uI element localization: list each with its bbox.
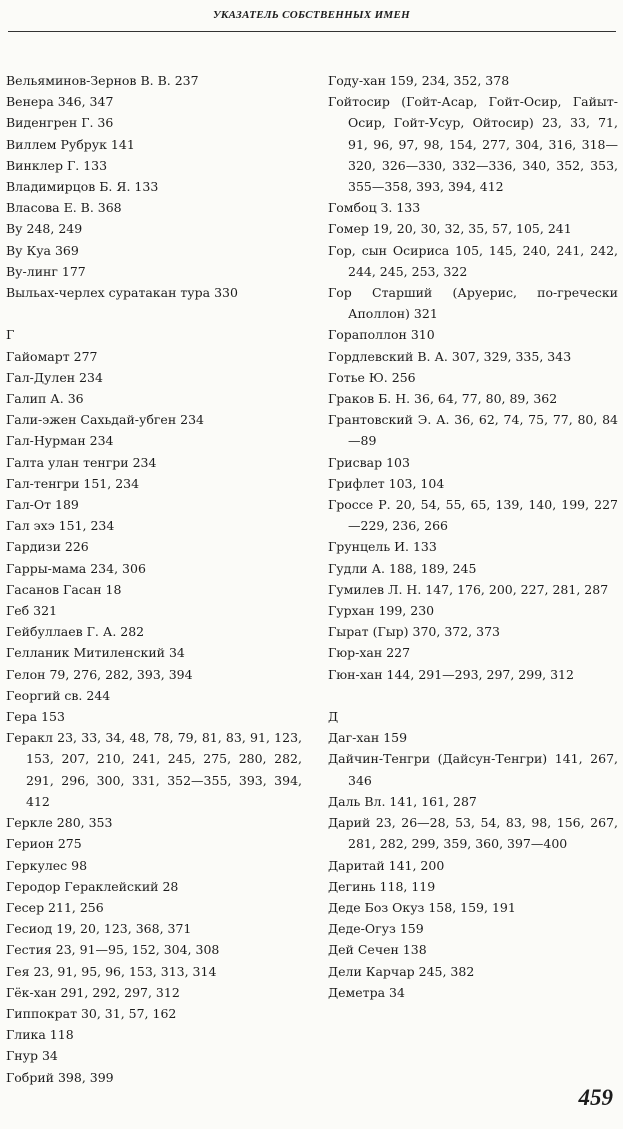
index-column-left	[6, 70, 302, 1088]
index-entry: Глика 118	[6, 1027, 74, 1043]
index-entry: Гал-Дулен 234	[6, 369, 103, 385]
index-entry: Грифлет 103, 104	[328, 475, 445, 491]
index-entry: Году-хан 159, 234, 352, 378	[328, 73, 510, 88]
index-entry: Геркулес 98	[6, 857, 88, 873]
index-entry: Виденгрен Г. 36	[6, 115, 114, 131]
index-entry: Ву Куа 369	[6, 242, 79, 258]
index-entry: Дей Сечен 138	[328, 942, 427, 958]
index-entry: Готье Ю. 256	[328, 369, 416, 385]
index-entry: Гасанов Гасан 18	[6, 581, 122, 597]
index-entry: Власова Е. В. 368	[6, 200, 122, 216]
index-entry: Гумилев Л. Н. 147, 176, 200, 227, 281, 287	[328, 581, 609, 597]
index-entry: Даг-хан 159	[328, 730, 408, 746]
index-entry: Гобрий 398, 399	[6, 1069, 114, 1085]
index-entry: Гёк-хан 291, 292, 297, 312	[6, 984, 180, 1000]
index-entry: Галта улан тенгри 234	[6, 454, 157, 470]
index-entry: Геродор Гераклейский 28	[6, 878, 179, 894]
index-entry: Гиппократ 30, 31, 57, 162	[6, 1005, 177, 1021]
index-entry: Деде-Огуз 159	[328, 921, 424, 937]
index-entry: Гомер 19, 20, 30, 32, 35, 57, 105, 241	[328, 221, 572, 237]
index-entry: Гайомарт 277	[6, 348, 98, 364]
index-entry: Гесер 211, 256	[6, 899, 104, 915]
index-entry: Владимирцов Б. Я. 133	[6, 179, 159, 195]
index-entry: Гардизи 226	[6, 539, 89, 555]
index-entry: Гюн-хан 144, 291—293, 297, 299, 312	[328, 666, 574, 682]
index-entry: Гудли А. 188, 189, 245	[328, 560, 477, 576]
index-entry: Геб 321	[6, 603, 58, 619]
index-entry: Гнур 34	[6, 1048, 58, 1064]
index-entry: Даль Вл. 141, 161, 287	[328, 793, 477, 809]
index-entry: Граков Б. Н. 36, 64, 77, 80, 89, 362	[328, 391, 558, 407]
index-entry: Дайчин-Тенгри (Дайсун-Тенгри) 141, 267, 346	[328, 751, 618, 788]
index-entry: Гал-От 189	[6, 497, 79, 513]
index-entry: Герион 275	[6, 836, 82, 852]
index-entry: Венера 346, 347	[6, 94, 114, 110]
index-entry: Гейбуллаев Г. А. 282	[6, 624, 145, 640]
index-entry: Гор Старший (Аруерис, по-гречески Аполлон) 321	[328, 285, 618, 322]
index-entry: Гал-Нурман 234	[6, 433, 114, 449]
index-entry: Гестия 23, 91—95, 152, 304, 308	[6, 942, 220, 958]
index-entry: Грунцель И. 133	[328, 539, 437, 555]
index-entry: Галип А. 36	[6, 391, 84, 407]
index-entry: Ву 248, 249	[6, 221, 83, 237]
index-entry: Гелон 79, 276, 282, 393, 394	[6, 666, 193, 682]
index-entry: Ву-линг 177	[6, 263, 86, 279]
index-entry: Геркле 280, 353	[6, 815, 113, 831]
index-entry: Винклер Г. 133	[6, 157, 108, 173]
index-entry: Гордлевский В. А. 307, 329, 335, 343	[328, 348, 572, 364]
index-entry: Гырат (Гыр) 370, 372, 373	[328, 624, 500, 640]
index-column-right	[328, 70, 618, 1003]
index-entry: Грисвар 103	[328, 454, 410, 470]
index-entry: Гюр-хан 227	[328, 645, 411, 661]
index-entry: Деметра 34	[328, 984, 405, 1000]
index-entry: Гомбоц З. 133	[328, 200, 421, 216]
index-entry: Гойтосир (Гойт-Асар, Гойт-Осир, Гайыт-Осир, Гойт-Усур, Ойтосир) 23, 33, 71, 91, 96, 97, 98, 154, 277, 304, 316, 318—320, 326—330, 332—336, 340, 352, 353, 355—358, 393, 394, 412	[328, 94, 618, 195]
running-header: УКАЗАТЕЛЬ СОБСТВЕННЫХ ИМЕН	[212, 9, 411, 21]
index-entry: Гор, сын Осириса 105, 145, 240, 241, 242, 244, 245, 253, 322	[328, 242, 618, 279]
index-entry: Гроссе Р. 20, 54, 55, 65, 139, 140, 199, 227—229, 236, 266	[328, 497, 618, 534]
index-entry: Гера 153	[6, 709, 65, 725]
index-entry: Гарры-мама 234, 306	[6, 560, 146, 576]
index-entry: Гали-эжен Сахьдай-убген 234	[6, 412, 204, 428]
index-entry: Гея 23, 91, 95, 96, 153, 313, 314	[6, 963, 217, 979]
index-entry: Дегинь 118, 119	[328, 878, 436, 894]
index-entry: Гал эхэ 151, 234	[6, 518, 115, 534]
index-entry: Дарий 23, 26—28, 53, 54, 83, 98, 156, 267, 281, 282, 299, 359, 360, 397—400	[328, 815, 618, 852]
index-entry: Вельяминов-Зернов В. В. 237	[6, 73, 199, 88]
index-entry: Геракл 23, 33, 34, 48, 78, 79, 81, 83, 91, 123, 153, 207, 210, 241, 245, 275, 280, 282, 291, 296, 300, 331, 352—355, 393, 394, 412	[6, 730, 302, 809]
index-entry: Грантовский Э. А. 36, 62, 74, 75, 77, 80, 84—89	[328, 412, 618, 449]
header-rule	[8, 31, 616, 32]
index-entry: Деде Боз Окуз 158, 159, 191	[328, 899, 516, 915]
index-entry: Гурхан 199, 230	[328, 603, 435, 619]
index-entry: Георгий св. 244	[6, 687, 111, 703]
index-entry: Виллем Рубрук 141	[6, 136, 135, 152]
letter-heading: Д	[328, 709, 339, 725]
index-entry: Гелланик Митиленский 34	[6, 645, 185, 661]
index-entry: Горaполлон 310	[328, 327, 435, 343]
index-entry: Дели Карчар 245, 382	[328, 963, 475, 979]
index-entry: Гесиод 19, 20, 123, 368, 371	[6, 921, 192, 937]
index-entry: Гал-тенгри 151, 234	[6, 475, 140, 491]
index-entry: Даритай 141, 200	[328, 857, 445, 873]
index-entry: Выльах-черлех суратакан тура 330	[6, 285, 238, 301]
page-number: 459	[578, 1085, 613, 1110]
letter-heading: Г	[6, 327, 15, 343]
